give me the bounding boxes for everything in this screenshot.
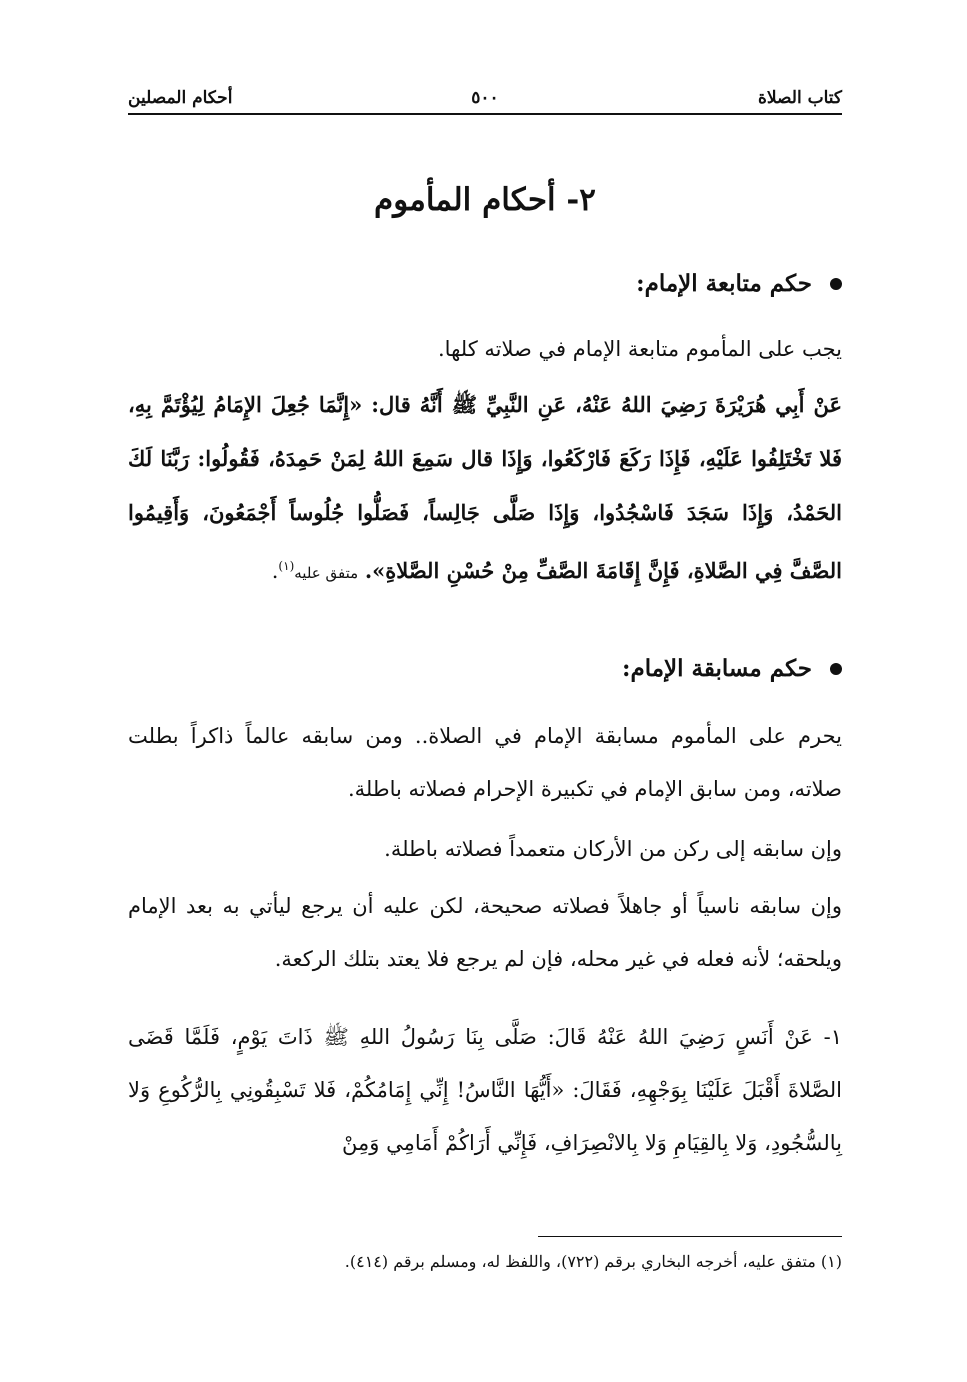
running-header	[128, 84, 842, 112]
header-book-title: كتاب الصلاة	[757, 88, 842, 108]
header-divider	[128, 113, 842, 115]
section-heading-preceding-imam	[622, 655, 842, 682]
chapter-title: ٢- أحكام المأموم	[374, 182, 596, 218]
footnote: (١) متفق عليه، أخرجه البخاري برقم (٧٢٢)، واللفظ له، ومسلم برقم (٤١٤).	[344, 1252, 842, 1271]
paragraph-forgetful: وإن سابقه ناسياً أو جاهلاً فصلاته صحيحة، لكن عليه أن يرجع ليأتي به بعد الإمام ويلحقه؛ لأنه فعله في غير محله، فإن لم يرجع فلا يعتد بتلك الركعة.	[128, 894, 842, 971]
hadith-source: متفق عليه	[294, 564, 359, 582]
bullet-icon	[830, 278, 842, 290]
section-heading-text: حكم مسابقة الإمام:	[621, 655, 812, 682]
paragraph-deliberate: وإن سابقه إلى ركن من الأركان متعمداً فصلاته باطلة.	[384, 837, 842, 861]
item-text: عَنْ أَنَسٍ رَضِيَ اللهُ عَنْهُ قَالَ: صَلَّى بِنَا رَسُولُ اللهِ ﷺ ذَاتَ يَوْمٍ، فَلَمَّا قَضَى الصَّلاةَ أَقْبَلَ عَلَيْنَا بِوَجْهِهِ، فَقَالَ: «أَيُّهَا النَّاسُ! إِنِّي إِمَامُكُمْ، فَلا تَسْبِقُونِي بِالرُّكُوعِ وَلا بِالسُّجُودِ، وَلا بِالقِيَامِ وَلا بِالانْصِرَافِ، فَإِنِّي أَرَاكُمْ أَمَامِي وَمِنْ	[128, 1025, 842, 1155]
section-heading-text: حكم متابعة الإمام:	[636, 270, 812, 297]
bullet-icon	[830, 663, 842, 675]
hadith-text: عَنْ أَبِي هُرَيْرَةَ رَضِيَ اللهُ عَنْهُ، عَنِ النَّبِيِّ ﷺ أَنَّهُ قال: «إِنَّمَا جُعِلَ الإِمَامُ لِيُؤْتَمَّ بِهِ، فَلا تَخْتَلِفُوا عَلَيْهِ، فَإِذَا رَكَعَ فَارْكَعُوا، وَإِذَا قال سَمِعَ اللهُ لِمَنْ حَمِدَهُ، فَقُولُوا: رَبَّنَا لَكَ الحَمْدُ، وَإِذَا سَجَدَ فَاسْجُدُوا، وَإِذَا صَلَّى جَالِساً، فَصَلُّوا جُلُوساً أَجْمَعُونَ، وَأَقِيمُوا الصَّفَّ فِي الصَّلاةِ، فَإِنَّ إِقَامَةَ الصَّفِّ مِنْ حُسْنِ الصَّلاةِ».	[128, 392, 842, 583]
paragraph-prohibition: يحرم على المأموم مسابقة الإمام في الصلاة.. ومن سابقه عالماً ذاكراً بطلت صلاته، ومن سابق الإمام في تكبيرة الإحرام فصلاته باطلة.	[128, 724, 842, 801]
rule-paragraph: يجب على المأموم متابعة الإمام في صلاته كلها.	[438, 337, 842, 361]
item-number: ١-	[823, 1025, 842, 1049]
book-page	[128, 0, 842, 1382]
numbered-hadith-item	[128, 1011, 842, 1170]
footnote-divider	[538, 1236, 842, 1237]
section-heading-following-imam	[636, 270, 842, 297]
hadith-paragraph: عَنْ أَبِي هُرَيْرَةَ رَضِيَ اللهُ عَنْهُ، عَنِ النَّبِيِّ ﷺ أَنَّهُ قال: «إِنَّمَا جُعِلَ الإِمَامُ لِيُؤْتَمَّ بِهِ، فَلا تَخْتَلِفُوا عَلَيْهِ، فَإِذَا رَكَعَ فَارْكَعُوا، وَإِذَا قال سَمِعَ اللهُ لِمَنْ حَمِدَهُ، فَقُولُوا: رَبَّنَا لَكَ الحَمْدُ، وَإِذَا سَجَدَ فَاسْجُدُوا، وَإِذَا صَلَّى جَالِساً، فَصَلُّوا جُلُوساً أَجْمَعُونَ، وَأَقِيمُوا الصَّفَّ فِي الصَّلاةِ، فَإِنَّ إِقَامَةَ الصَّفِّ مِنْ حُسْنِ الصَّلاةِ». متفق عليه$^{(١)}$.	[128, 392, 842, 583]
header-chapter-title: أحكام المصلين	[128, 88, 233, 108]
page-number: ٥٠٠	[471, 88, 499, 108]
footnote-reference: (١)	[278, 559, 295, 573]
